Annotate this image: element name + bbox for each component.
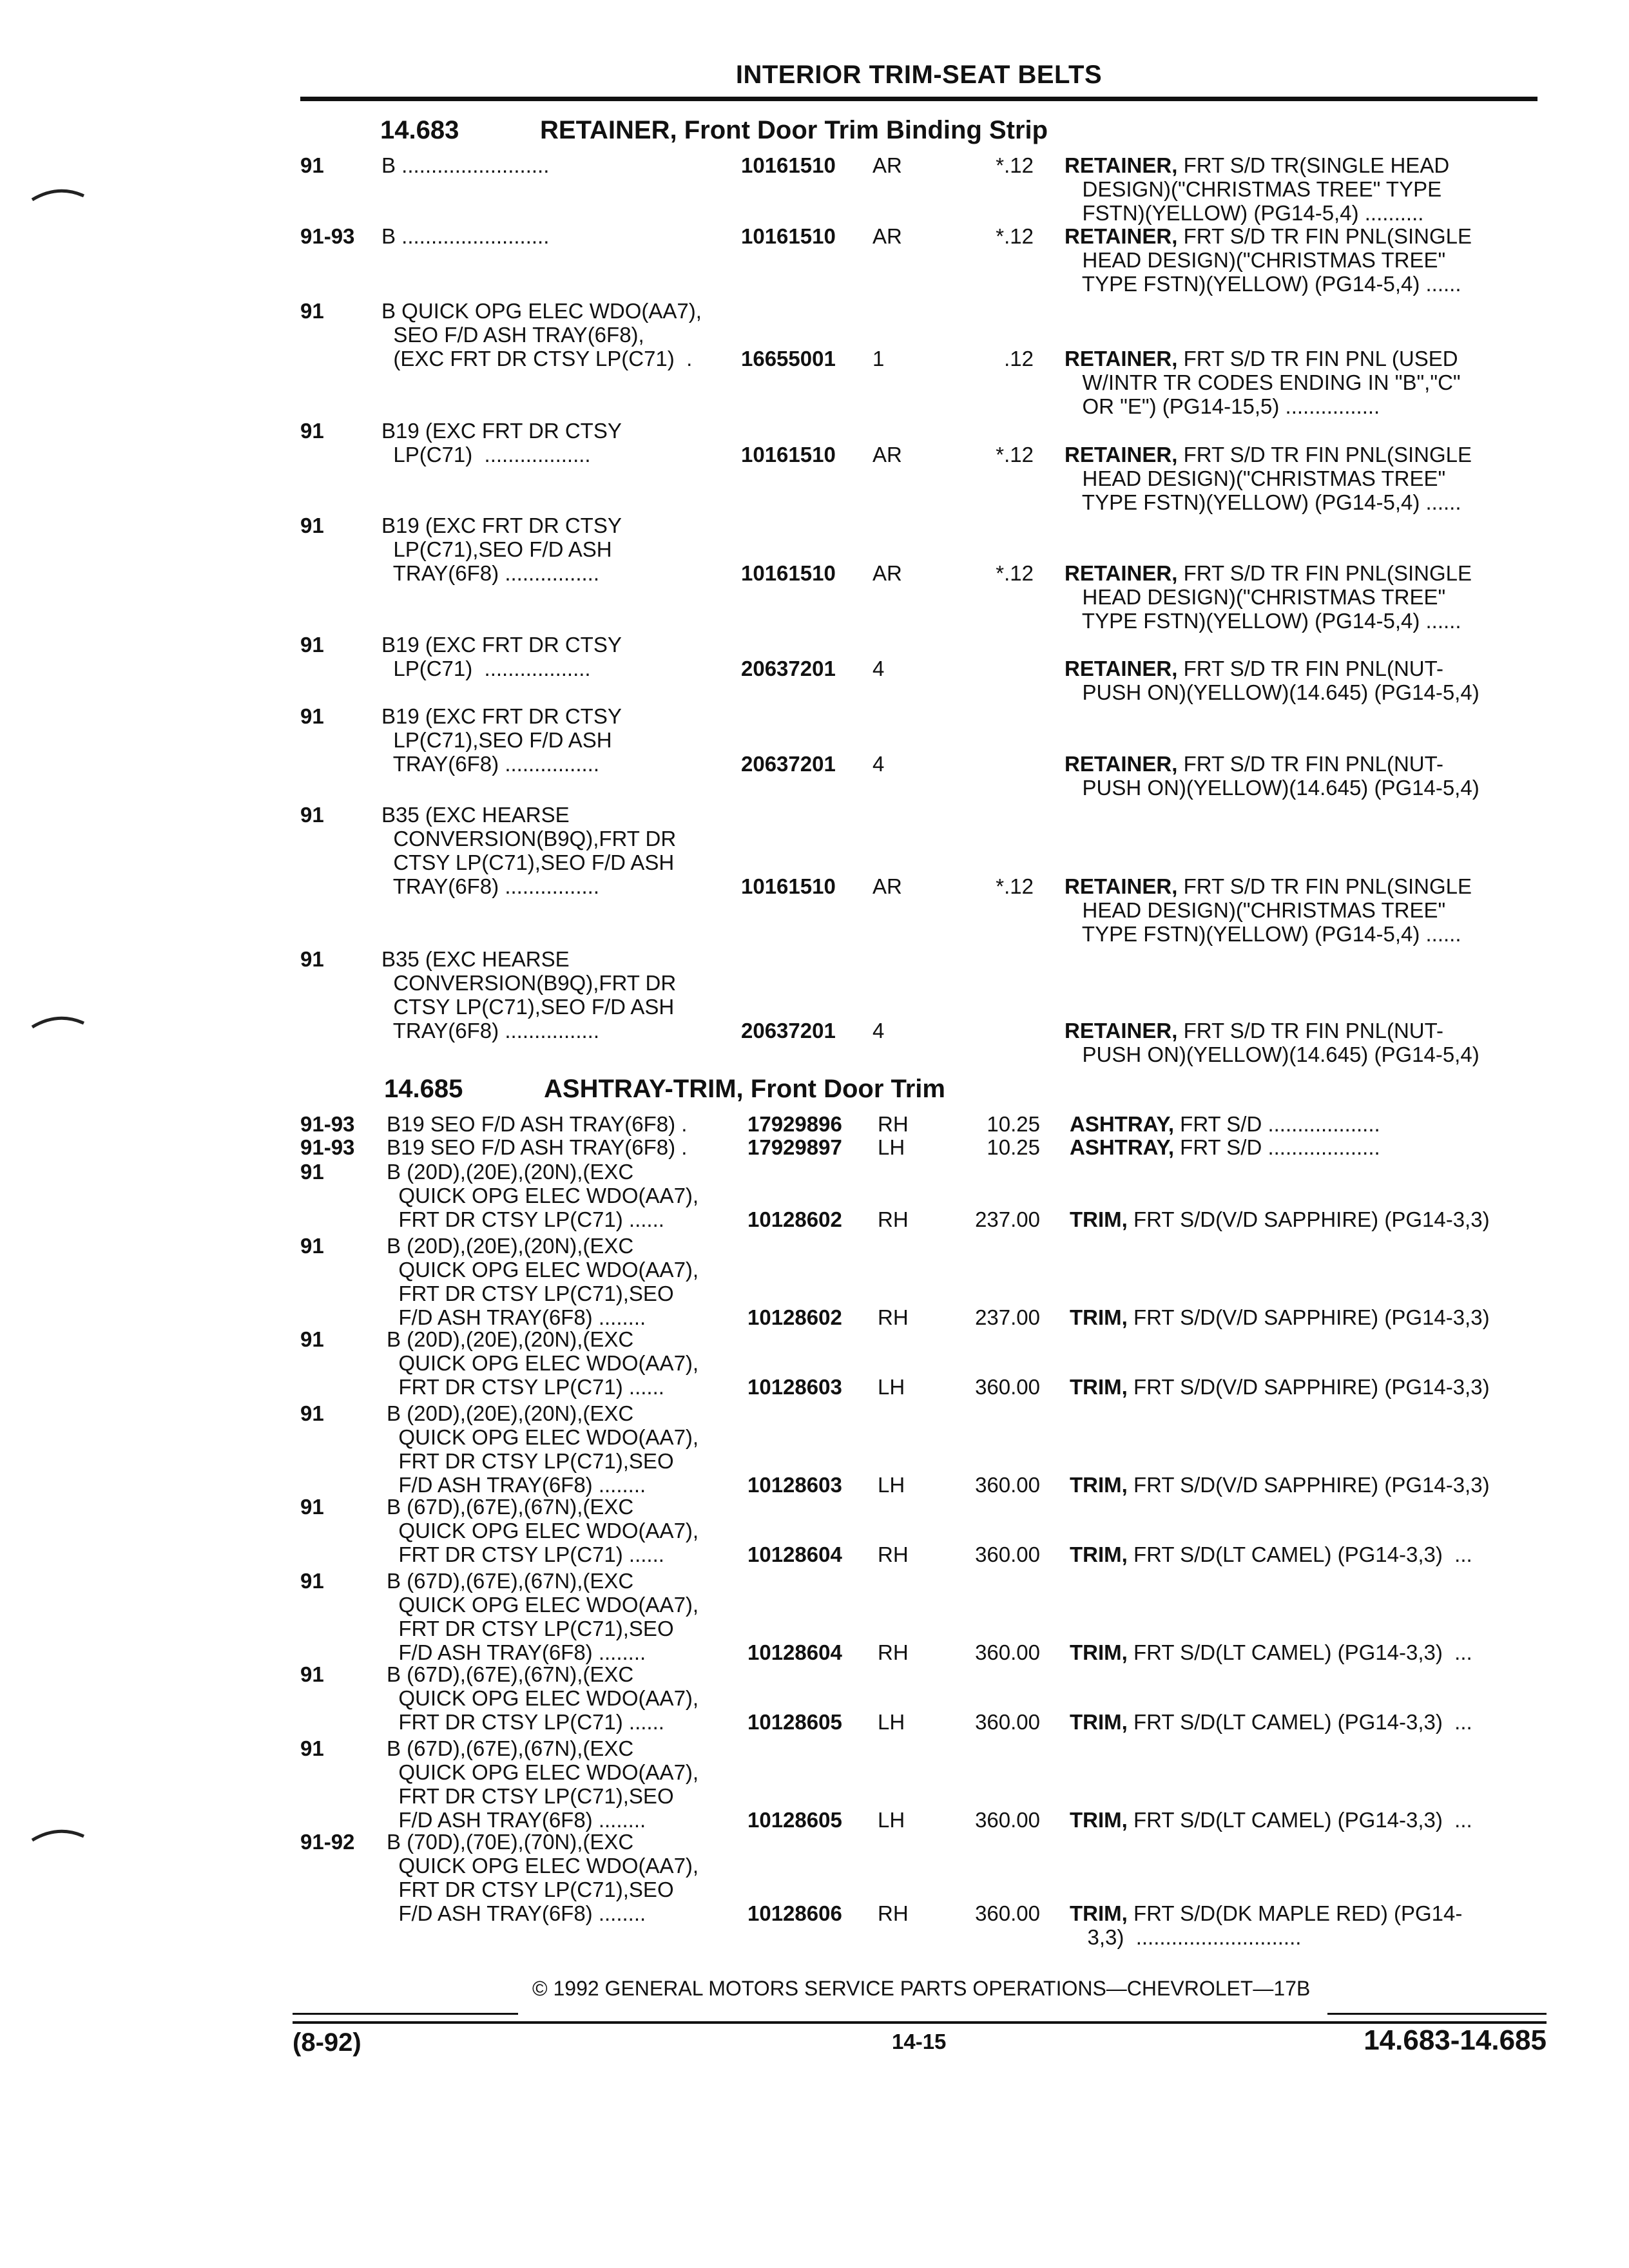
price: *.12 [996, 224, 1034, 248]
part-name-text: FRT S/D TR FIN PNL(SINGLE [1177, 561, 1472, 585]
usage-description [381, 803, 676, 898]
part-name [1065, 347, 1461, 418]
quantity: LH [878, 1473, 905, 1497]
usage-description [381, 153, 555, 177]
part-name-text: FRT S/D(DK MAPLE RED) (PG14- [1127, 1901, 1463, 1925]
footer-rule-right [1327, 2013, 1547, 2015]
price: 360.00 [975, 1808, 1040, 1832]
usage-line: QUICK OPG ELEC WDO(AA7), [387, 1593, 699, 1617]
part-name-keyword: TRIM, [1070, 1473, 1128, 1497]
price: 360.00 [975, 1473, 1040, 1497]
usage-line: B19 SEO F/D ASH TRAY(6F8) . [387, 1112, 693, 1136]
usage-line: B (20D),(20E),(20N),(EXC [387, 1234, 634, 1258]
part-name [1065, 1019, 1480, 1066]
part-name [1065, 657, 1480, 704]
price: 360.00 [975, 1375, 1040, 1399]
usage-line: F/D ASH TRAY(6F8) ........ [387, 1808, 652, 1832]
part-name-line: DESIGN)("CHRISTMAS TREE" TYPE [1065, 177, 1442, 201]
part-name [1065, 224, 1472, 296]
model-year: 91-92 [300, 1830, 355, 1854]
quantity: AR [872, 874, 902, 898]
usage-line: LP(C71) .................. [381, 443, 597, 466]
price: 360.00 [975, 1901, 1040, 1925]
usage-description [381, 947, 676, 1043]
quantity: AR [872, 443, 902, 466]
usage-line: LP(C71),SEO F/D ASH [381, 537, 612, 561]
quantity: AR [872, 561, 902, 585]
part-name-line [1070, 1542, 1472, 1566]
part-name-keyword: RETAINER, [1065, 443, 1178, 466]
price: 10.25 [987, 1135, 1040, 1159]
part-name-keyword: TRIM, [1070, 1375, 1128, 1399]
model-year: 91 [300, 1495, 324, 1519]
usage-line: TRAY(6F8) ................ [381, 1019, 606, 1043]
part-name-line [1070, 1901, 1462, 1925]
price: *.12 [996, 153, 1034, 177]
part-name-line: PUSH ON)(YELLOW)(14.645) (PG14-5,4) [1065, 776, 1480, 800]
model-year: 91 [300, 1401, 324, 1425]
part-name-text: FRT S/D TR FIN PNL(SINGLE [1177, 443, 1472, 466]
part-number: 10161510 [741, 153, 836, 177]
usage-line: B (20D),(20E),(20N),(EXC [387, 1401, 634, 1425]
part-name-line: OR "E") (PG14-15,5) ................ [1065, 394, 1380, 418]
usage-line: B19 (EXC FRT DR CTSY [381, 704, 622, 728]
part-name-line [1065, 1019, 1480, 1043]
usage-line: TRAY(6F8) ................ [381, 752, 606, 776]
usage-line: LP(C71) .................. [381, 657, 597, 680]
part-name-line [1070, 1808, 1472, 1832]
usage-description [381, 514, 622, 585]
part-name-text: FRT S/D TR(SINGLE HEAD [1177, 153, 1450, 177]
part-name-keyword: TRIM, [1070, 1207, 1128, 1231]
part-name-line [1065, 561, 1472, 585]
part-name-line [1070, 1207, 1490, 1231]
part-name-line: PUSH ON)(YELLOW)(14.645) (PG14-5,4) [1065, 680, 1480, 704]
model-year: 91-93 [300, 224, 355, 248]
usage-line: B ......................... [381, 153, 555, 177]
model-year: 91 [300, 1234, 324, 1258]
quantity: LH [878, 1375, 905, 1399]
part-name-keyword: TRIM, [1070, 1542, 1128, 1566]
part-number: 10128605 [747, 1808, 842, 1832]
usage-line: FRT DR CTSY LP(C71),SEO [387, 1784, 674, 1808]
usage-line: FRT DR CTSY LP(C71) ...... [387, 1542, 671, 1566]
usage-line: QUICK OPG ELEC WDO(AA7), [387, 1686, 699, 1710]
usage-line: QUICK OPG ELEC WDO(AA7), [387, 1258, 699, 1282]
part-name-line [1070, 1305, 1490, 1329]
quantity: LH [878, 1710, 905, 1734]
part-name-keyword: RETAINER, [1065, 224, 1178, 248]
usage-line: FRT DR CTSY LP(C71),SEO [387, 1449, 674, 1473]
part-name-line [1070, 1710, 1472, 1734]
part-name [1070, 1305, 1490, 1329]
part-name [1065, 752, 1480, 800]
usage-line: B QUICK OPG ELEC WDO(AA7), [381, 299, 702, 323]
part-number: 20637201 [741, 752, 836, 776]
copyright-notice: © 1992 GENERAL MOTORS SERVICE PARTS OPERATIONS—CHEVROLET—17B [532, 1977, 1311, 2000]
model-year: 91 [300, 1327, 324, 1351]
section-number: 14.683 [380, 116, 459, 144]
part-number: 10128602 [747, 1207, 842, 1231]
usage-line: (EXC FRT DR CTSY LP(C71) . [381, 347, 699, 370]
usage-line: TRAY(6F8) ................ [381, 561, 606, 585]
part-number: 20637201 [741, 657, 836, 680]
part-name-text: FRT S/D(LT CAMEL) (PG14-3,3) ... [1127, 1542, 1472, 1566]
usage-line: F/D ASH TRAY(6F8) ........ [387, 1901, 652, 1925]
part-name [1070, 1808, 1472, 1832]
model-year: 91 [300, 1160, 324, 1184]
part-name-text: FRT S/D(V/D SAPPHIRE) (PG14-3,3) [1127, 1375, 1490, 1399]
section-range: 14.683-14.685 [1364, 2024, 1547, 2056]
part-name-text: FRT S/D(V/D SAPPHIRE) (PG14-3,3) [1127, 1207, 1490, 1231]
quantity: RH [878, 1207, 909, 1231]
part-name-text: FRT S/D TR FIN PNL (USED [1177, 347, 1458, 370]
part-name-keyword: RETAINER, [1065, 752, 1178, 776]
usage-line: B ......................... [381, 224, 555, 248]
part-name-text: FRT S/D(LT CAMEL) (PG14-3,3) ... [1127, 1808, 1472, 1832]
price: 360.00 [975, 1640, 1040, 1664]
model-year: 91 [300, 633, 324, 657]
part-number: 10161510 [741, 561, 836, 585]
usage-line: QUICK OPG ELEC WDO(AA7), [387, 1854, 699, 1878]
punch-mark-middle [26, 1012, 90, 1037]
price: *.12 [996, 443, 1034, 466]
usage-line: B35 (EXC HEARSE [381, 803, 570, 827]
usage-description [387, 1569, 699, 1664]
usage-description [381, 299, 702, 370]
price: 360.00 [975, 1542, 1040, 1566]
part-name-keyword: ASHTRAY, [1070, 1112, 1174, 1136]
part-name-keyword: RETAINER, [1065, 1019, 1178, 1043]
usage-line: B (67D),(67E),(67N),(EXC [387, 1662, 634, 1686]
part-name [1065, 153, 1449, 225]
usage-line: FRT DR CTSY LP(C71) ...... [387, 1710, 671, 1734]
part-name [1065, 443, 1472, 514]
model-year: 91 [300, 299, 324, 323]
part-number: 16655001 [741, 347, 836, 370]
part-name-line: TYPE FSTN)(YELLOW) (PG14-5,4) ...... [1065, 609, 1461, 633]
part-number: 17929896 [747, 1112, 842, 1136]
part-name-line [1070, 1112, 1380, 1136]
section-heading [384, 1075, 945, 1104]
section-title: RETAINER, Front Door Trim Binding Strip [540, 116, 1048, 144]
usage-line: FRT DR CTSY LP(C71) ...... [387, 1375, 671, 1399]
part-name-line: PUSH ON)(YELLOW)(14.645) (PG14-5,4) [1065, 1043, 1480, 1066]
usage-line: B19 (EXC FRT DR CTSY [381, 633, 622, 657]
usage-line: SEO F/D ASH TRAY(6F8), [381, 323, 644, 347]
price: *.12 [996, 561, 1034, 585]
part-number: 10161510 [741, 224, 836, 248]
part-name [1070, 1207, 1490, 1231]
quantity: LH [878, 1808, 905, 1832]
footer-rule-bottom [293, 2021, 1547, 2024]
part-number: 20637201 [741, 1019, 836, 1043]
part-name-line [1065, 874, 1472, 898]
part-name [1070, 1640, 1472, 1664]
part-name-text: FRT S/D TR FIN PNL(NUT- [1177, 752, 1443, 776]
price: 237.00 [975, 1305, 1040, 1329]
part-name [1065, 874, 1472, 946]
part-name-text: FRT S/D TR FIN PNL(SINGLE [1177, 224, 1472, 248]
usage-line: FRT DR CTSY LP(C71) ...... [387, 1207, 671, 1231]
section-heading [380, 116, 1048, 145]
part-name [1070, 1542, 1472, 1566]
part-name [1070, 1473, 1490, 1497]
price: *.12 [996, 874, 1034, 898]
part-name-text: FRT S/D ................... [1174, 1135, 1380, 1159]
part-name-line: TYPE FSTN)(YELLOW) (PG14-5,4) ...... [1065, 490, 1461, 514]
date-code: (8-92) [293, 2028, 361, 2057]
part-number: 10128602 [747, 1305, 842, 1329]
part-name-text: FRT S/D(LT CAMEL) (PG14-3,3) ... [1127, 1710, 1472, 1734]
quantity: AR [872, 153, 902, 177]
part-name-line [1065, 153, 1449, 177]
quantity: AR [872, 224, 902, 248]
quantity: 1 [872, 347, 885, 370]
part-name-keyword: RETAINER, [1065, 657, 1178, 680]
model-year: 91 [300, 803, 324, 827]
usage-line: B (20D),(20E),(20N),(EXC [387, 1327, 634, 1351]
part-number: 10128604 [747, 1640, 842, 1664]
usage-line: B (20D),(20E),(20N),(EXC [387, 1160, 634, 1184]
usage-line: B (67D),(67E),(67N),(EXC [387, 1569, 634, 1593]
model-year: 91 [300, 153, 324, 177]
model-year: 91 [300, 1569, 324, 1593]
part-name-text: FRT S/D TR FIN PNL(SINGLE [1177, 874, 1472, 898]
usage-description [387, 1160, 699, 1231]
model-year: 91 [300, 947, 324, 971]
part-name-line [1065, 347, 1461, 370]
price: 10.25 [987, 1112, 1040, 1136]
part-name-line: TYPE FSTN)(YELLOW) (PG14-5,4) ...... [1065, 922, 1461, 946]
quantity: 4 [872, 657, 885, 680]
usage-line: QUICK OPG ELEC WDO(AA7), [387, 1519, 699, 1542]
part-name [1070, 1710, 1472, 1734]
quantity: RH [878, 1112, 909, 1136]
part-number: 10128604 [747, 1542, 842, 1566]
part-name-keyword: TRIM, [1070, 1710, 1128, 1734]
part-name [1070, 1135, 1380, 1159]
usage-description [387, 1234, 699, 1329]
part-number: 10161510 [741, 443, 836, 466]
part-name-text: FRT S/D(LT CAMEL) (PG14-3,3) ... [1127, 1640, 1472, 1664]
part-name-line: 3,3) ............................ [1070, 1925, 1302, 1949]
section-title: ASHTRAY-TRIM, Front Door Trim [544, 1075, 945, 1103]
part-number: 10128603 [747, 1375, 842, 1399]
part-number: 17929897 [747, 1135, 842, 1159]
part-name-text: FRT S/D TR FIN PNL(NUT- [1177, 657, 1443, 680]
usage-line: FRT DR CTSY LP(C71),SEO [387, 1282, 674, 1305]
part-name-keyword: RETAINER, [1065, 561, 1178, 585]
part-name-text: FRT S/D(V/D SAPPHIRE) (PG14-3,3) [1127, 1305, 1490, 1329]
page-title: INTERIOR TRIM-SEAT BELTS [735, 61, 1103, 89]
part-name-keyword: TRIM, [1070, 1901, 1128, 1925]
usage-description [387, 1830, 699, 1925]
price: .12 [1004, 347, 1034, 370]
part-name-line: HEAD DESIGN)("CHRISTMAS TREE" [1065, 585, 1446, 609]
part-name-line [1070, 1473, 1490, 1497]
part-number: 10128605 [747, 1710, 842, 1734]
price: 360.00 [975, 1710, 1040, 1734]
usage-description [387, 1495, 699, 1566]
part-name [1070, 1901, 1462, 1949]
usage-line: QUICK OPG ELEC WDO(AA7), [387, 1425, 699, 1449]
part-name-keyword: TRIM, [1070, 1305, 1128, 1329]
quantity: RH [878, 1542, 909, 1566]
part-name-line [1065, 752, 1480, 776]
part-name-keyword: RETAINER, [1065, 153, 1178, 177]
part-name-line [1070, 1135, 1380, 1159]
part-name-line: HEAD DESIGN)("CHRISTMAS TREE" [1065, 466, 1446, 490]
usage-description [381, 704, 622, 776]
quantity: 4 [872, 752, 885, 776]
quantity: LH [878, 1135, 905, 1159]
usage-line: F/D ASH TRAY(6F8) ........ [387, 1473, 652, 1497]
part-number: 10128603 [747, 1473, 842, 1497]
model-year: 91 [300, 704, 324, 728]
part-name-keyword: TRIM, [1070, 1640, 1128, 1664]
quantity: 4 [872, 1019, 885, 1043]
punch-mark-top [26, 184, 90, 210]
quantity: RH [878, 1901, 909, 1925]
part-name-line [1065, 443, 1472, 466]
usage-line: QUICK OPG ELEC WDO(AA7), [387, 1184, 699, 1207]
usage-line: F/D ASH TRAY(6F8) ........ [387, 1305, 652, 1329]
usage-line: B19 SEO F/D ASH TRAY(6F8) . [387, 1135, 693, 1159]
usage-line: CTSY LP(C71),SEO F/D ASH [381, 995, 675, 1019]
usage-line: QUICK OPG ELEC WDO(AA7), [387, 1760, 699, 1784]
usage-line: TRAY(6F8) ................ [381, 874, 606, 898]
usage-line: CTSY LP(C71),SEO F/D ASH [381, 850, 675, 874]
part-number: 10161510 [741, 874, 836, 898]
usage-description [381, 419, 622, 466]
usage-line: QUICK OPG ELEC WDO(AA7), [387, 1351, 699, 1375]
usage-line: FRT DR CTSY LP(C71),SEO [387, 1617, 674, 1640]
usage-line: B (70D),(70E),(70N),(EXC [387, 1830, 634, 1854]
quantity: RH [878, 1640, 909, 1664]
usage-line: B35 (EXC HEARSE [381, 947, 570, 971]
usage-line: CONVERSION(B9Q),FRT DR [381, 827, 677, 850]
usage-description [381, 633, 622, 680]
page-number: 14-15 [892, 2030, 947, 2053]
usage-line: CONVERSION(B9Q),FRT DR [381, 971, 677, 995]
part-name-text: FRT S/D TR FIN PNL(NUT- [1177, 1019, 1443, 1043]
usage-description [381, 224, 555, 248]
usage-line: B19 (EXC FRT DR CTSY [381, 514, 622, 537]
part-name-line: HEAD DESIGN)("CHRISTMAS TREE" [1065, 898, 1446, 922]
usage-description [387, 1736, 699, 1832]
model-year: 91 [300, 1736, 324, 1760]
part-name-line: FSTN)(YELLOW) (PG14-5,4) .......... [1065, 201, 1424, 225]
part-name [1070, 1375, 1490, 1399]
part-name-keyword: RETAINER, [1065, 347, 1178, 370]
part-name-keyword: ASHTRAY, [1070, 1135, 1174, 1159]
part-name-line [1070, 1375, 1490, 1399]
part-name-line [1070, 1640, 1472, 1664]
part-name-line: HEAD DESIGN)("CHRISTMAS TREE" [1065, 248, 1446, 272]
model-year: 91 [300, 514, 324, 537]
part-name-line: TYPE FSTN)(YELLOW) (PG14-5,4) ...... [1065, 272, 1461, 296]
part-name [1070, 1112, 1380, 1136]
section-number: 14.685 [384, 1075, 463, 1103]
part-name-line [1065, 224, 1472, 248]
punch-mark-bottom [26, 1825, 90, 1850]
header-rule [300, 97, 1537, 101]
price: 237.00 [975, 1207, 1040, 1231]
part-name-text: FRT S/D ................... [1174, 1112, 1380, 1136]
part-name [1065, 561, 1472, 633]
usage-line: LP(C71),SEO F/D ASH [381, 728, 612, 752]
usage-line: F/D ASH TRAY(6F8) ........ [387, 1640, 652, 1664]
model-year: 91-93 [300, 1112, 355, 1136]
part-name-line [1065, 657, 1480, 680]
usage-description [387, 1401, 699, 1497]
part-name-text: FRT S/D(V/D SAPPHIRE) (PG14-3,3) [1127, 1473, 1490, 1497]
usage-description [387, 1135, 693, 1159]
model-year: 91 [300, 1662, 324, 1686]
usage-line: B (67D),(67E),(67N),(EXC [387, 1495, 634, 1519]
usage-line: FRT DR CTSY LP(C71),SEO [387, 1878, 674, 1901]
usage-description [387, 1112, 693, 1136]
model-year: 91 [300, 419, 324, 443]
quantity: RH [878, 1305, 909, 1329]
usage-description [387, 1662, 699, 1734]
footer-rule-left [293, 2013, 518, 2015]
usage-line: B (67D),(67E),(67N),(EXC [387, 1736, 634, 1760]
part-name-keyword: RETAINER, [1065, 874, 1178, 898]
part-name-keyword: TRIM, [1070, 1808, 1128, 1832]
usage-description [387, 1327, 699, 1399]
part-number: 10128606 [747, 1901, 842, 1925]
model-year: 91-93 [300, 1135, 355, 1159]
part-name-line: W/INTR TR CODES ENDING IN "B","C" [1065, 370, 1461, 394]
usage-line: B19 (EXC FRT DR CTSY [381, 419, 622, 443]
